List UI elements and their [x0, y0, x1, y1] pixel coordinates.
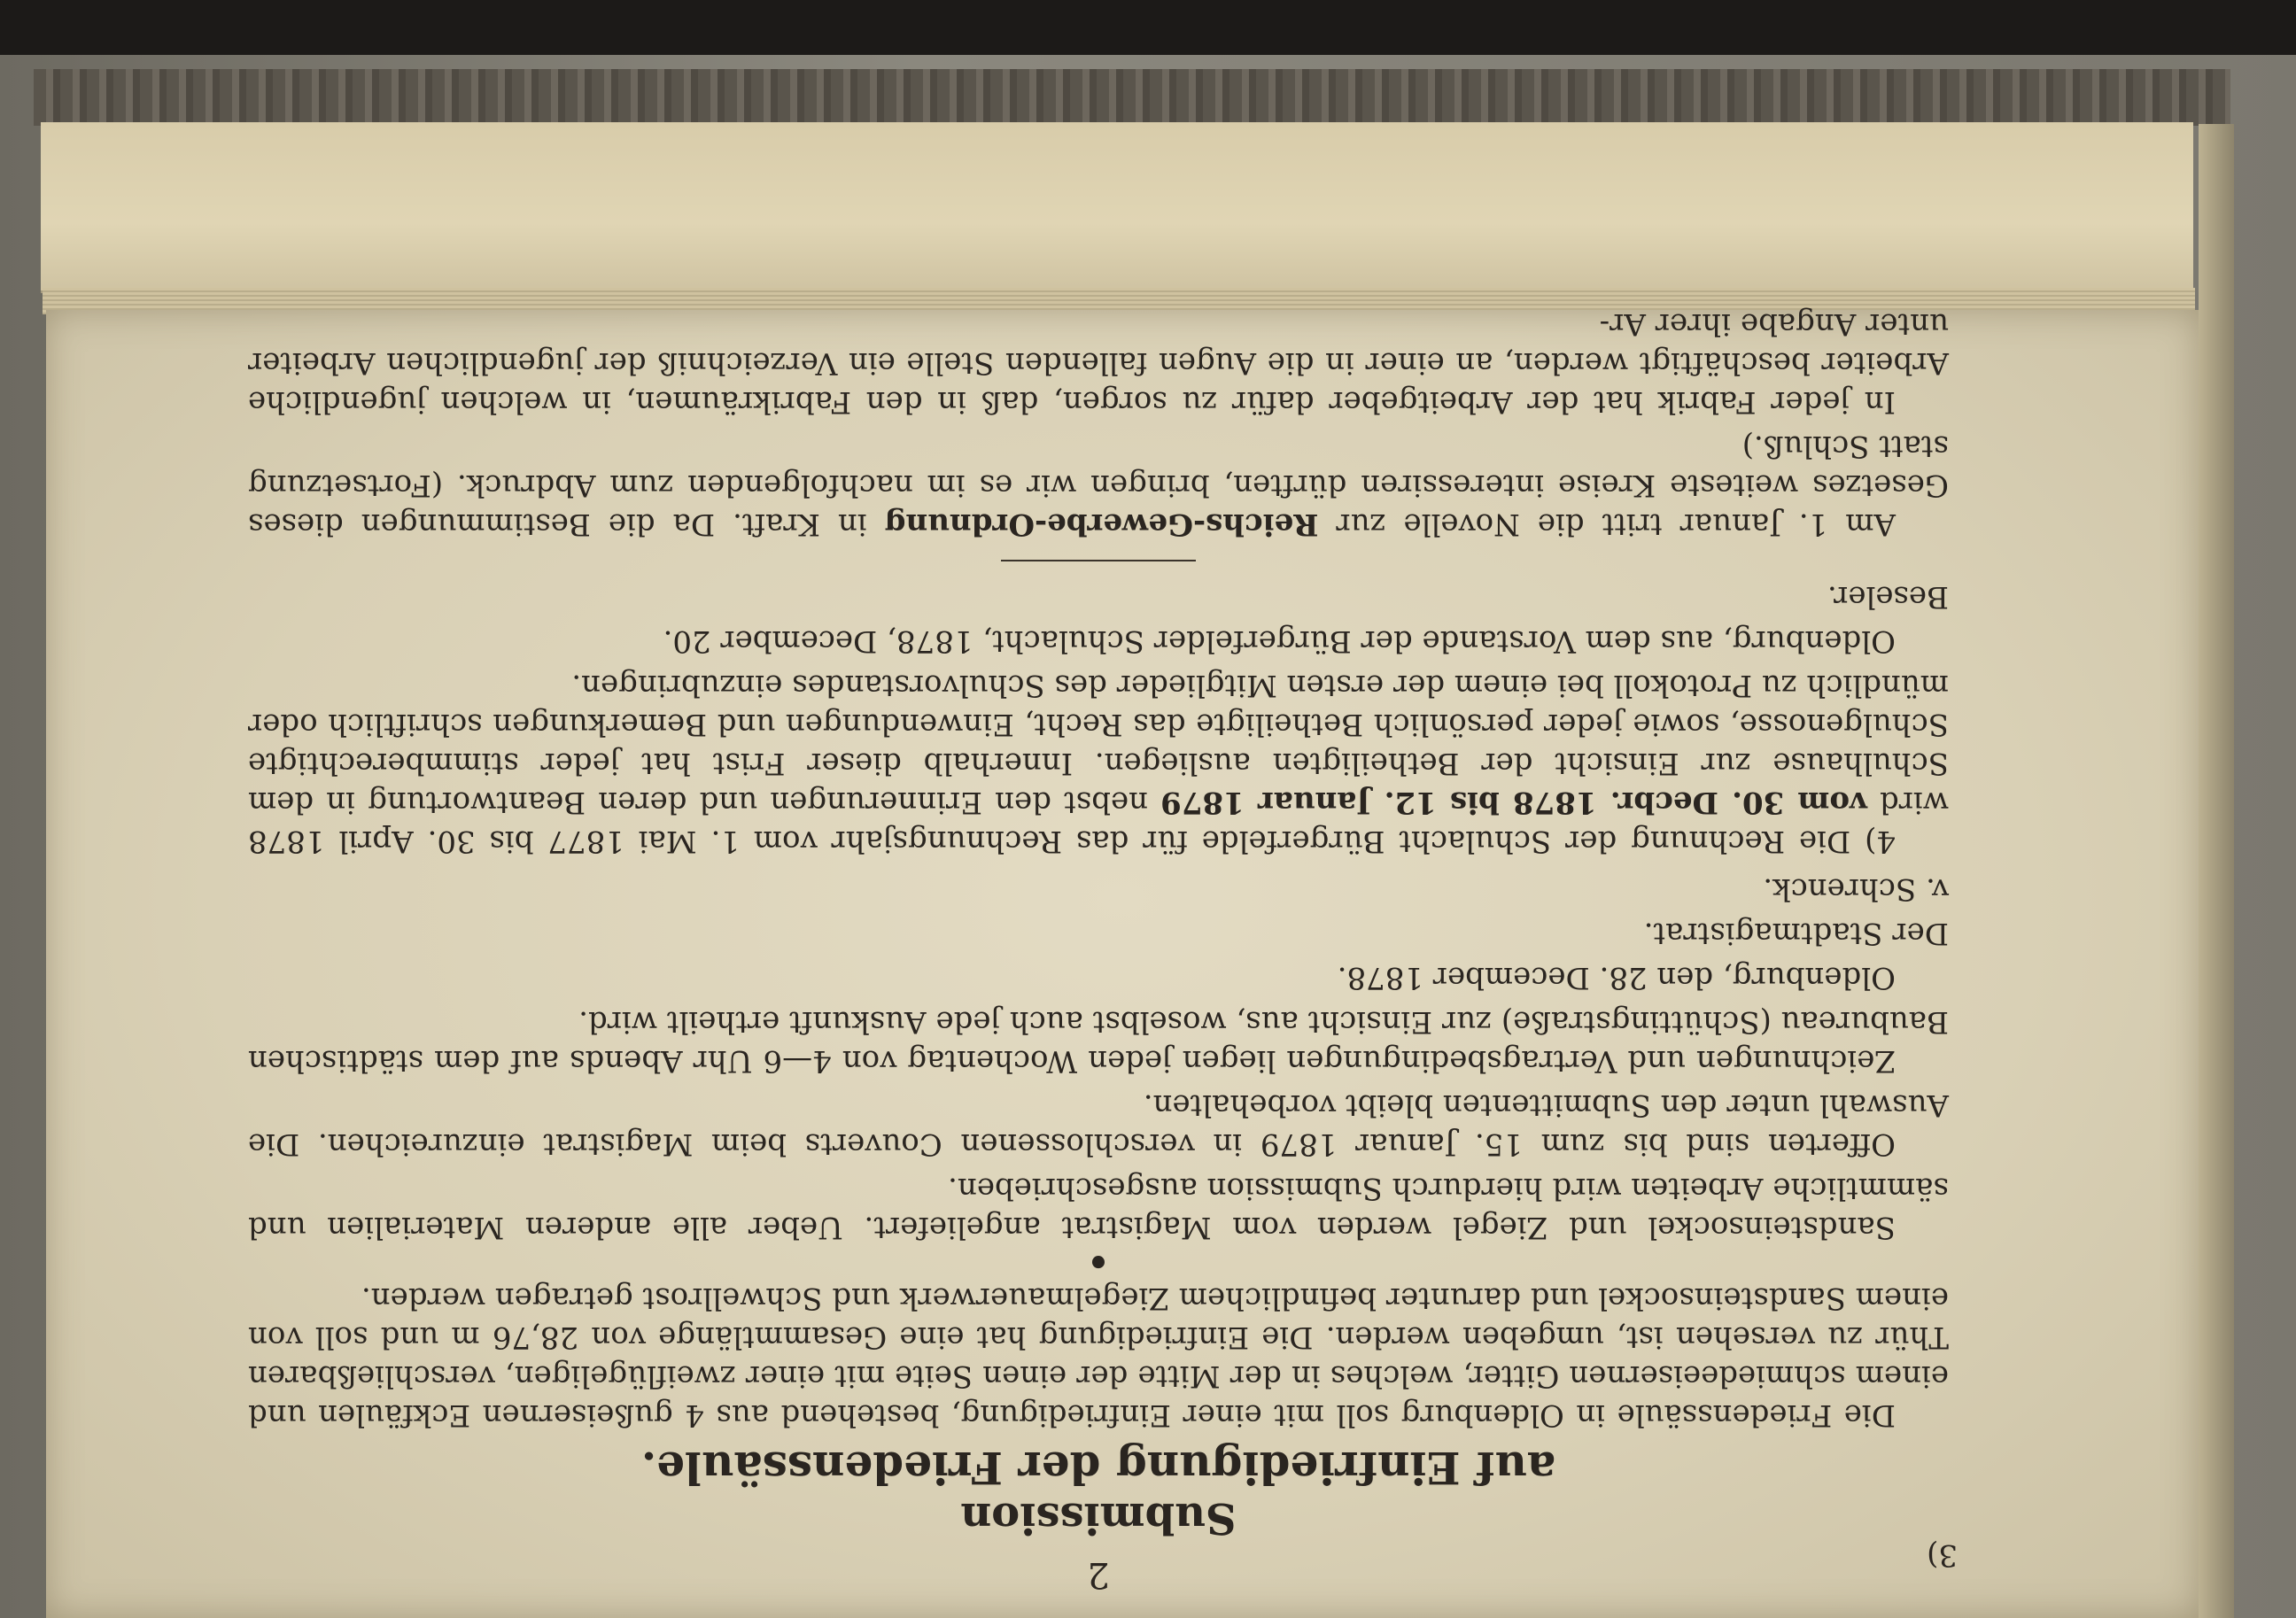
book-right-edge — [2199, 124, 2234, 1618]
submission-signature-org: Der Stadtmagistrat. — [1643, 916, 1949, 951]
submission-date: Oldenburg, den 28. December 1878. — [1337, 960, 1896, 995]
rechnung-paragraph: 4) Die Rechnung der Schulacht Bürgerfelde für das Rechnungsjahr vom 1. Mai 1877 bis 30. April 1878 wird vom 30. Decbr. 1878 bis 12. Januar 1879 nebst den Erinnerungen und deren Beantwortung in dem Schulhause zur Einsicht der Betheiligten ausliegen. Innerhalb dieser Frist hat jeder stimmberechtigte Schulgenosse, sowie jeder persönlich Betheiligte das Recht, Einwendungen und Bemerkungen schriftlich oder mündlich zu Protokoll bei einem der ersten Mitglieder des Schulvorstandes einzubringen. — [248, 668, 1949, 859]
separator-dot: • — [1087, 1240, 1110, 1281]
submission-paragraph-4: Zeichnungen und Vertragsbedingungen liegen jeden Wochentag von 4—6 Uhr Abends auf dem städtischen Baubureau (Schüttingstraße) zur Einsicht aus, woselbst auch jede Auskunft ertheilt wird. — [248, 1004, 1949, 1079]
reichs-paragraph-2: In jeder Fabrik hat der Arbeitgeber dafür zu sorgen, daß in den Fabrikräumen, in welchen jugendliche Arbeiter beschäftigt werden, an einer in die Augen fallenden Stelle ein Verzeichniß der jugendlichen Arbeiter unter Angabe ihrer Ar- — [248, 306, 1949, 420]
submission-paragraph-1: Die Friedenssäule in Oldenburg soll mit einer Einfriedigung, bestehend aus 4 gußeisernen Eckfäulen und einem schmiedeeisernen Gitter, welches in der Mitte der einen Seite mit einer zweiflügeligen, verschließbaren Thür zu versehen ist, umgeben werden. Die Einfriedigung hat eine Gesammtlänge von 28,76 m und soll von einem Sandsteinsockel und darunter befindlichem Ziegelmauerwerk und Schwellrost getragen werden. — [248, 1281, 1949, 1433]
submission-paragraph-2: Sandsteinsockel und Ziegel werden vom Magistrat angeliefert. Ueber alle anderen Materialien und sämmtliche Arbeiten wird hierdurch Submission ausgeschrieben. — [248, 1171, 1949, 1245]
rechnung-signature: Beseler. — [1827, 579, 1949, 615]
submission-subtitle: auf Einfriedigung der Friedenssäule. — [640, 1442, 1556, 1494]
reichs-paragraph-1: Am 1. Januar tritt die Novelle zur Reichs-Gewerbe-Ordnung in Kraft. Da die Bestimmungen dieses Gesetzes weiteste Kreise interessiren dürften, bringen wir es im nachfolgenden zum Abdruck. (Fortsetzung statt Schluß.) — [248, 429, 1949, 542]
submission-signature-name: v. Schrenck. — [1763, 871, 1949, 907]
submission-paragraph-3: Offerten sind bis zum 15. Januar 1879 in verschlossenen Couverts beim Magistrat einzureichen. Die Auswahl unter den Submittenten bleibt vorbehalten. — [248, 1088, 1949, 1162]
top-page-leaf — [41, 122, 2193, 293]
submission-title: Submission — [960, 1493, 1237, 1543]
book-spine — [34, 69, 2230, 126]
section-number: 3) — [1927, 1537, 1958, 1573]
rechnung-date: Oldenburg, aus dem Vorstande der Bürgerfelder Schulacht, 1878, December 20. — [663, 623, 1896, 659]
rotated-text-block — [248, 306, 1958, 1595]
page-number: 2 — [1087, 1554, 1110, 1595]
section-divider — [1001, 560, 1196, 561]
